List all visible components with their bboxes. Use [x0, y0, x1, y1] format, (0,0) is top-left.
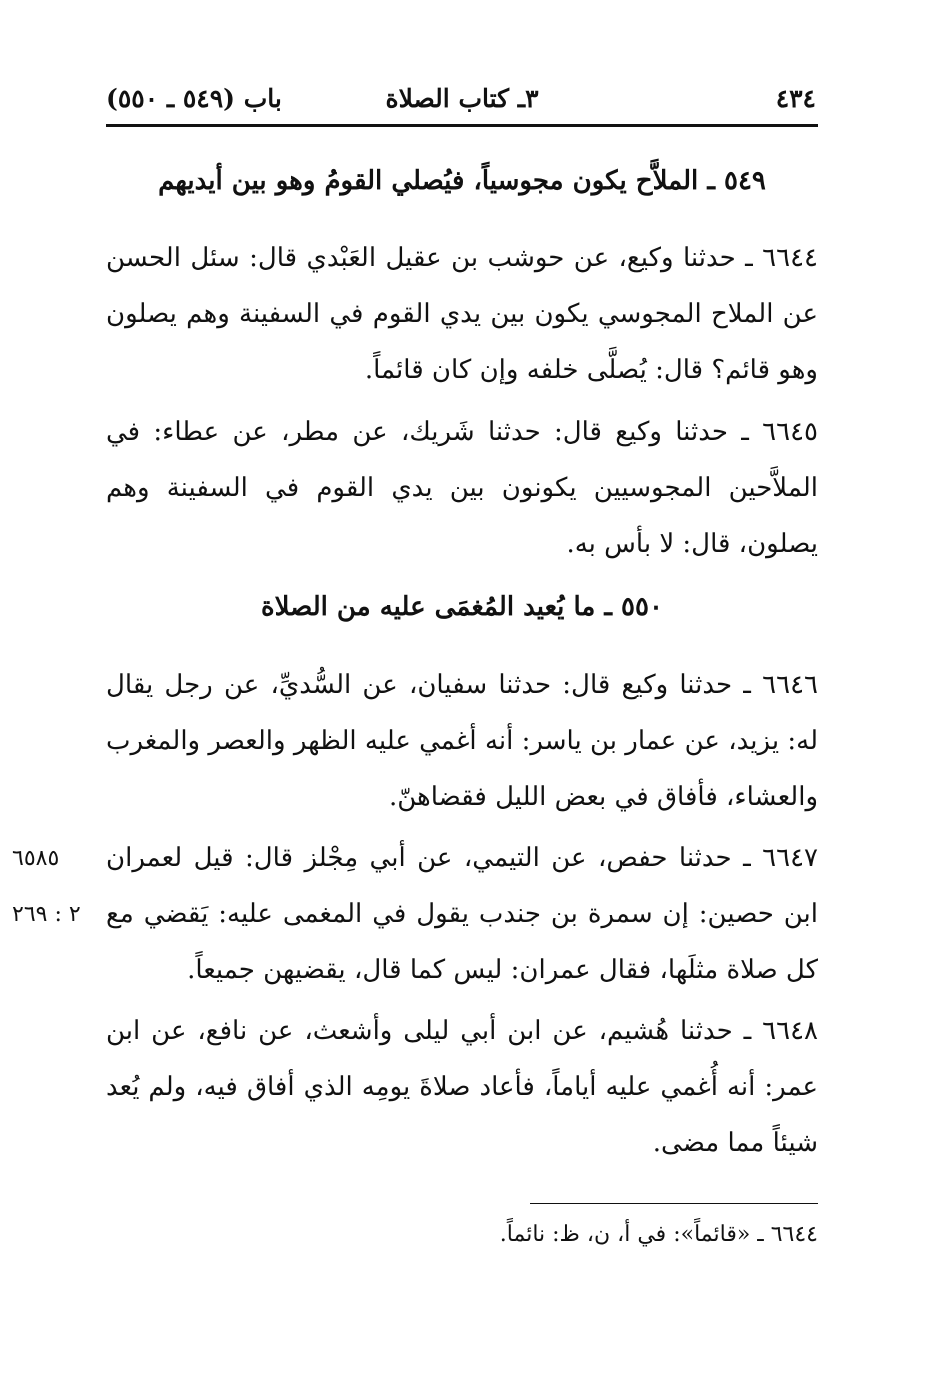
page-number: ٤٣٤: [775, 84, 816, 113]
hadith-6645: ٦٦٤٥ ـ حدثنا وكيع قال: حدثنا شَريك، عن مطر، عن عطاء: في الملاَّحين المجوسيين يكونون بين يدي القوم في السفينة وهم يصلون، قال: لا بأس به.: [106, 417, 818, 559]
chapter-title: ٣ـ كتاب الصلاة: [385, 84, 539, 113]
footnote: ٦٦٤٤ ـ «قائماً»: في أ، ن، ظ: نائماً.: [499, 1222, 818, 1247]
margin-volume-page: ٢ : ٢٦٩: [12, 902, 81, 927]
hadith-6644: ٦٦٤٤ ـ حدثنا وكيع، عن حوشب بن عقيل العَبْدي قال: سئل الحسن عن الملاح المجوسي يكون بين يدي القوم في السفينة وهم يصلون وهو قائم؟ قال: يُصلَّى خلفه وإن كان قائماً.: [106, 243, 818, 385]
chapters-range: باب (٥٤٩ ـ ٥٥٠): [106, 84, 282, 113]
margin-cross-reference: ٦٥٨٥: [12, 846, 60, 871]
hadith-6648: ٦٦٤٨ ـ حدثنا هُشيم، عن ابن أبي ليلى وأشعث، عن نافع، عن ابن عمر: أنه أُغمي عليه أياماً، فأعاد صلاةَ يومِه الذي أفاق فيه، ولم يُعد شيئاً مما مضى.: [106, 1016, 818, 1158]
page-header: [106, 80, 818, 124]
hadith-6646: ٦٦٤٦ ـ حدثنا وكيع قال: حدثنا سفيان، عن السُّديِّ، عن رجل يقال له: يزيد، عن عمار بن ياسر: أنه أغمي عليه الظهر والعصر والمغرب والعشاء، فأفاق في بعض الليل فقضاهنّ.: [106, 670, 818, 812]
section-heading-549: ٥٤٩ ـ الملاَّح يكون مجوسياً، فيُصلي القومُ وهو بين أيديهم: [158, 166, 766, 196]
footnote-rule: [530, 1203, 818, 1204]
hadith-6647: ٦٦٤٧ ـ حدثنا حفص، عن التيمي، عن أبي مِجْلز قال: قيل لعمران ابن حصين: إن سمرة بن جندب يقول في المغمى عليه: يَقضي مع كل صلاة مثلَها، فقال عمران: ليس كما قال، يقضيهن جميعاً.: [106, 843, 818, 985]
section-heading-550: ٥٥٠ ـ ما يُعيد المُغمَى عليه من الصلاة: [261, 592, 663, 622]
header-rule: [106, 124, 818, 127]
